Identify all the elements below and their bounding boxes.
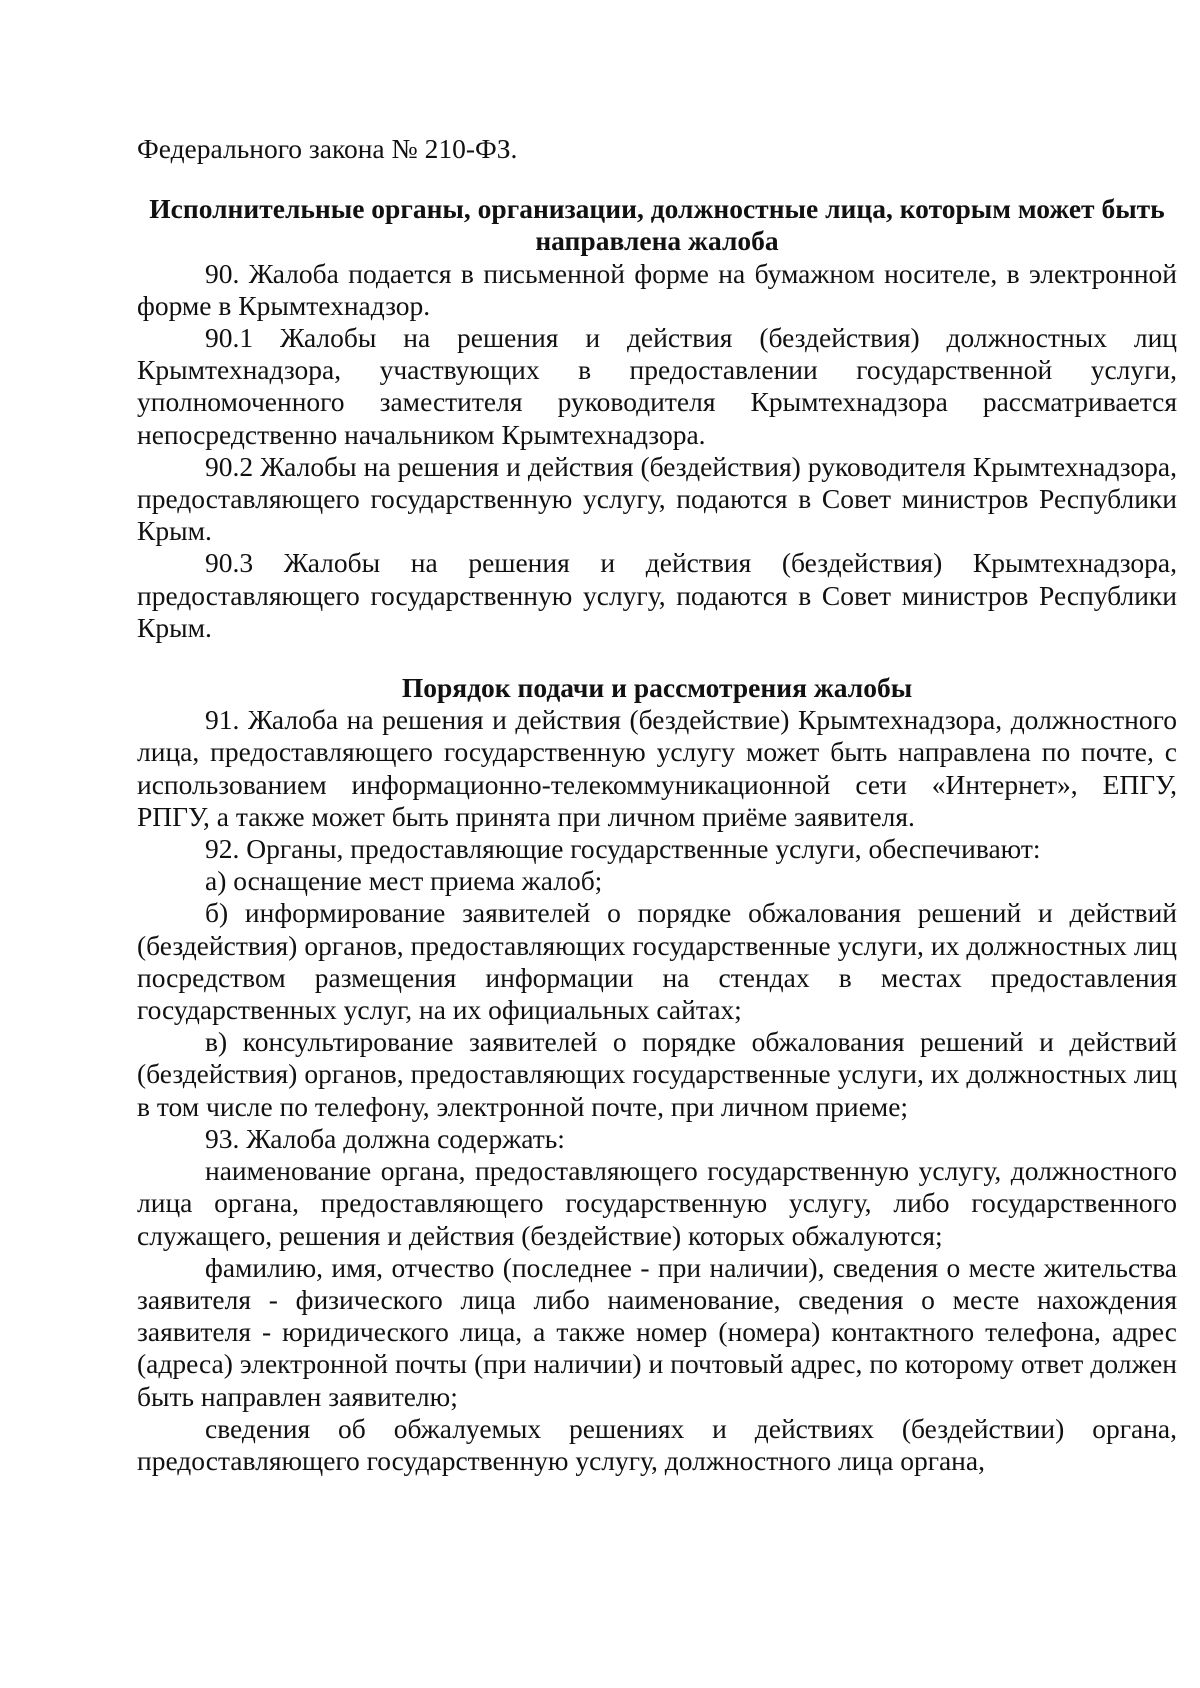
spacer: [137, 644, 1177, 672]
paragraph-92-a: а) оснащение мест приема жалоб;: [205, 865, 603, 897]
paragraph-92: 92. Органы, предоставляющие государственные услуги, обеспечивают:: [205, 833, 1041, 865]
paragraph-90-3: 90.3 Жалобы на решения и действия (бездействия) Крымтехнадзора, предоставляющего государственную услугу, подаются в Совет министров Республики Крым.: [137, 547, 1177, 643]
paragraph-93: 93. Жалоба должна содержать:: [205, 1122, 565, 1154]
paragraph-90-2: 90.2 Жалобы на решения и действия (бездействия) руководителя Крымтехнадзора, предоставляющего государственную услугу, подаются в Совет министров Республики Крым.: [137, 450, 1177, 547]
spacer: [137, 165, 1177, 193]
paragraph-92-b: б) информирование заявителей о порядке обжалования решений и действий (бездействия) органов, предоставляющих государственные услуги, их должностных лиц посредством размещения информации на стендах в местах предоставления государственных услуг, на их официальных сайтах;: [137, 897, 1177, 1026]
law-reference-line: Федерального закона № 210-ФЗ.: [137, 133, 518, 164]
paragraph-91: 91. Жалоба на решения и действия (бездействие) Крымтехнадзора, должностного лица, предоставляющего государственную услугу может быть направлена по почте, с использованием информационно-телекоммуникационной сети «Интернет», ЕПГУ, РПГУ, а также может быть принята при личном приёме заявителя.: [137, 704, 1177, 832]
section-heading-complaint-procedure: Порядок подачи и рассмотрения жалобы: [401, 672, 913, 704]
paragraph-92-c: в) консультирование заявителей о порядке обжалования решений и действий (бездействия) органов, предоставляющих государственные услуги, их должностных лиц в том числе по телефону, электронной почте, при личном приеме;: [137, 1026, 1177, 1122]
document-page: [137, 133, 1177, 1477]
section-heading-complaint-recipients: Исполнительные органы, организации, должностные лица, которым может быть направлена жалоба: [149, 193, 1165, 257]
paragraph-90-1: 90.1 Жалобы на решения и действия (бездействия) должностных лиц Крымтехнадзора, участвующих в предоставлении государственной услуги, уполномоченного заместителя руководителя Крымтехнадзора рассматривается непосредственно начальником Крымтехнадзора.: [137, 322, 1177, 450]
paragraph-93-item-2: фамилию, имя, отчество (последнее - при наличии), сведения о месте жительства заявителя - физического лица либо наименование, сведения о месте нахождения заявителя - юридического лица, а также номер (номера) контактного телефона, адрес (адреса) электронной почты (при наличии) и почтовый адрес, по которому ответ должен быть направлен заявителю;: [137, 1251, 1177, 1412]
paragraph-90: 90. Жалоба подается в письменной форме на бумажном носителе, в электронной форме в Крымтехнадзор.: [137, 257, 1177, 321]
paragraph-93-item-1: наименование органа, предоставляющего государственную услугу, должностного лица органа, предоставляющего государственную услугу, либо государственного служащего, решения и действия (бездействие) которых обжалуются;: [137, 1155, 1177, 1251]
paragraph-93-item-3: сведения об обжалуемых решениях и действиях (бездействии) органа, предоставляющего государственную услугу, должностного лица органа,: [137, 1412, 1177, 1476]
